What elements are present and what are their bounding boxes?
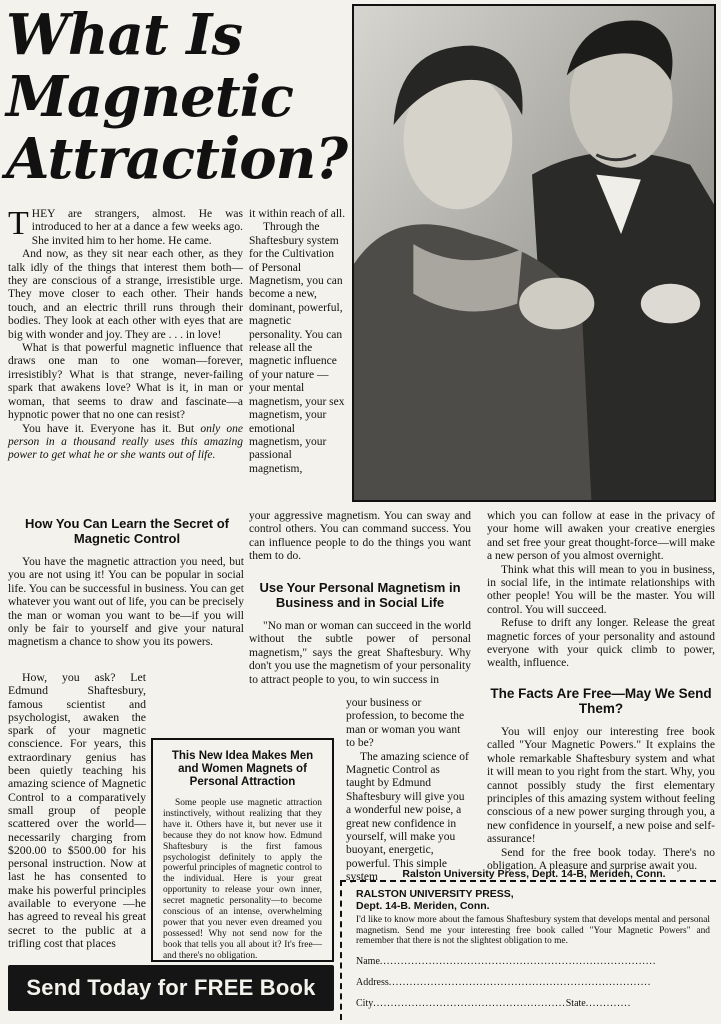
col2-lower-p2: "No man or woman can succeed in the world without the subtle power of personal magnetism," says the great Shaftesbury. Why don't you use the magnetism of your personality to attract people to you, to win success in [249, 620, 471, 686]
coupon-name-field[interactable]: Name............................................................................... [356, 955, 657, 967]
facts-free-heading: The Facts Are Free—May We Send Them? [490, 686, 712, 716]
science-paragraph [346, 697, 471, 885]
col2-lower-p4: The amazing science of Magnetic Control as taught by Edmund Shaftesbury will give you a wonderful new poise, a great new confidence in yourself, will make you buoyant, energetic, powerful. This simple system [346, 750, 469, 884]
send-free-book-banner[interactable]: Send Today for FREE Book [8, 965, 334, 1011]
city-label: City [356, 997, 374, 1009]
col2-paragraph-2: Through the Shaftesbury system for the Cultivation of Personal Magnetism, you can become a new, dominant, powerful, magnetic personality. You can release all the magnetic influence of your nature — your mental magnetism, your sex magnetism, your emotional magnetism, your passional magnetism, [249, 221, 345, 475]
intro-paragraph-4-plain: You have it. Everyone has it. But [22, 422, 201, 435]
section-learn-p2-text: How, you ask? Let Edmund Shaftesbury, famous scientist and psychologist, awaken the spark of your magnetic conscience. For years, this extraordinary genius has been quietly teaching his amazing science of Magnetic Control to a comparatively small group of people scattered over the world—necessarily charging from $200.00 to $500.00 for his personal instruction. Now at last he has consented to make his powerful principles available to everyone —he has agreed to reveal his great secret to the public at a trifling cost that places [8, 670, 146, 950]
coupon-city-state-field[interactable]: City.......................................................State............. [356, 997, 632, 1009]
aggressive-magnetism-text [249, 510, 471, 564]
column-3-text [487, 510, 715, 671]
intro-paragraph-4-italic: only one person in a thousand really uses this amazing power to get what he or she wants out of life. [8, 422, 244, 462]
section-learn-p1-text: You have the magnetic attraction you need, but you are not using it! You can be popular in social life. You can be successful in business. You can get whatever you want out of life, you can be precisely the man or woman you want to be—if you will only be fair to yourself and give your natural magnetism a chance to show you its powers. [8, 556, 244, 649]
shaftesbury-intro-text [249, 208, 346, 476]
couple-photograph [352, 4, 716, 502]
order-coupon[interactable] [340, 880, 716, 1020]
drop-cap: T [8, 205, 29, 242]
section-personal-magnetism-heading: Use Your Personal Magnetism in Business and in Social Life [259, 580, 461, 610]
section-learn-paragraph-1 [8, 556, 244, 650]
headline-line-2: Magnetic [6, 64, 294, 130]
headline [6, 4, 346, 190]
state-label: State [565, 997, 586, 1009]
col3-p1: which you can follow at ease in the privacy of your home will awaken your creative energies and set free your great thought-force—will make a new person of you almost overnight. [487, 510, 715, 563]
intro-paragraph-1-text: HEY are strangers, almost. He was introduced to her at a dance a few weeks ago. She invited him to her home. He came. [31, 208, 243, 247]
quote-paragraph [249, 620, 471, 687]
couple-photo-illustration [354, 6, 714, 500]
section-learn-paragraph-2 [8, 671, 146, 950]
section-learn-secret [8, 516, 246, 546]
intro-paragraph-2: And now, as they sit near each other, as they talk idly of the things that interest them both—they are conscious of a strange, irresistible urge. They move closer to each other. Their hands touch, and an electric thrill runs through their bodies. They look at each other with eyes that are big with wonder and joy. They are . . . in love! [8, 248, 243, 341]
name-label: Name [356, 955, 380, 967]
new-idea-box [151, 738, 334, 962]
section-learn-heading: How You Can Learn the Secret of Magnetic Control [25, 516, 229, 546]
address-label: Address [356, 976, 389, 988]
col2-paragraph-1: it within reach of all. [249, 208, 346, 220]
intro-paragraph-4 [8, 423, 243, 463]
col2-lower-p1: your aggressive magnetism. You can sway and control others. You can command success. You can influence people to do the things you want them to do. [249, 510, 471, 563]
new-idea-body: Some people use magnetic attraction instinctively, without realizing that they have it. Others have it, but never use it because they do not know how. Edmund Shaftesbury is the first famous psychologist definitely to apply the powerful principles of magnetic control to the individual. Here is your great opportunity to release your own inner, secret magnetic personality—to become conscious of an intense, overwhelming power that you never even dreamed you possessed! Why not send now for the book that tells you all about it? It's free—and there's no obligation. [163, 798, 322, 961]
coupon-publisher-name: RALSTON UNIVERSITY PRESS, [356, 888, 514, 900]
col3-p4: You will enjoy our interesting free book called "Your Magnetic Powers." It explains the whole remarkable Shaftesbury system and what it will mean to you right from the start. Why, you cannot possibly study the first elementary principles of this amazing system without feeling conscious of a new power surging through you, a new confidence in yourself, a new poise and self-assurance! [487, 726, 715, 846]
col3-p2: Think what this will mean to you in business, in social life, in the intimate relationships with other people! You will be the master. You will control. You will succeed. [487, 563, 715, 616]
coupon-address-field[interactable]: Address........................................................................... [356, 976, 652, 988]
new-idea-heading: This New Idea Makes Men and Women Magnets of Personal Attraction [171, 750, 314, 788]
coupon-department: Dept. 14-B. Meriden, Conn. [356, 900, 490, 912]
intro-paragraph-3: What is that powerful magnetic influence that draws one man to one woman—forever, irresistibly? What is that strange, never-failing spark that awakens love? What is it, in man or woman, that seems to draw and fascinate—a hypnotic power that no one can resist? [8, 342, 243, 422]
free-book-text [487, 726, 715, 873]
headline-line-1: What Is [6, 2, 242, 68]
col3-p3: Refuse to drift any longer. Release the great magnetic forces of your personality and astound everyone with your quick climb to power, wealth, influence. [487, 617, 715, 670]
intro-text [8, 205, 244, 463]
col3-p5: Send for the free book today. There's no obligation. A pleasure and surprise await you. [487, 846, 715, 873]
col2-lower-p3: your business or profession, to become the man or woman you want to be? [346, 697, 465, 750]
publisher-address: Ralston University Press, Dept. 14-B, Meriden, Conn. [402, 868, 666, 880]
intro-paragraph-1 [8, 205, 243, 248]
coupon-body: I'd like to know more about the famous Shaftesbury system that develops mental and personal magnetism. Send me your interesting free book called "Your Magnetic Powers" and remember that there is not the slightest obligation to me. [356, 915, 710, 946]
headline-line-3: Attraction? [6, 126, 348, 192]
